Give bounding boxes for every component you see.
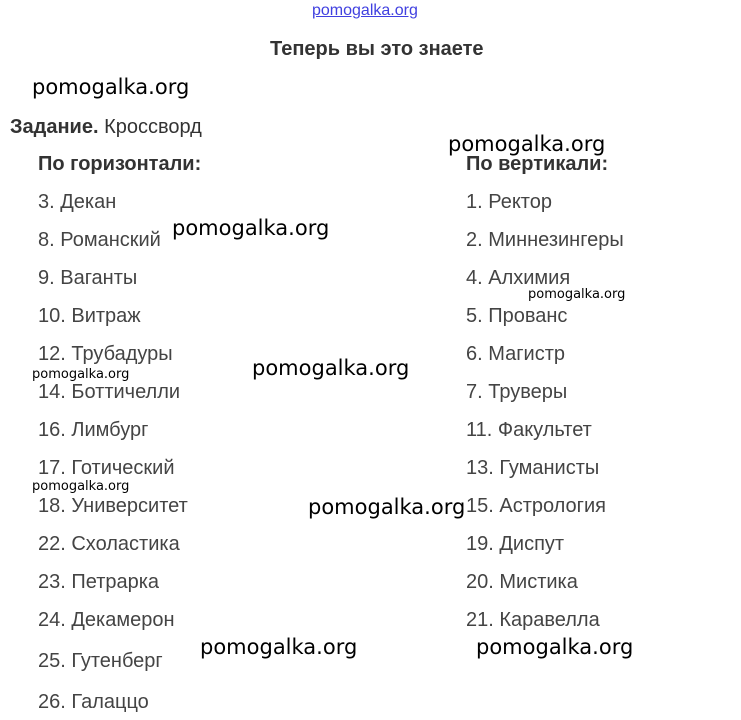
horizontal-answer: 3. Декан — [38, 191, 117, 213]
horizontal-answer: 17. Готический — [38, 457, 175, 479]
horizontal-answer: 16. Лимбург — [38, 419, 149, 441]
vertical-answer: 20. Мистика — [466, 571, 578, 593]
vertical-answer: 13. Гуманисты — [466, 457, 600, 479]
task-line — [10, 116, 202, 139]
horizontal-answer: 14. Боттичелли — [38, 381, 181, 403]
vertical-heading: По вертикали: — [466, 153, 609, 175]
horizontal-heading: По горизонтали: — [38, 153, 202, 175]
horizontal-answer: 24. Декамерон — [38, 609, 175, 631]
vertical-answer: 5. Прованс — [466, 305, 568, 327]
horizontal-answer: 23. Петрарка — [38, 571, 160, 593]
vertical-answer: 2. Миннезингеры — [466, 229, 624, 251]
vertical-answer: 11. Факультет — [466, 419, 592, 441]
vertical-answer: 1. Ректор — [466, 191, 552, 213]
watermark: pomogalka.org — [172, 216, 330, 240]
watermark: pomogalka.org — [32, 75, 190, 99]
horizontal-answer: 12. Трубадуры — [38, 343, 173, 365]
vertical-answer: 19. Диспут — [466, 533, 565, 555]
horizontal-answer: 18. Университет — [38, 495, 188, 517]
watermark: pomogalka.org — [476, 635, 634, 659]
vertical-answer: 6. Магистр — [466, 343, 565, 365]
task-text: Кроссворд — [104, 116, 202, 138]
task-label: Задание. — [10, 116, 99, 138]
watermark: pomogalka.org — [308, 495, 466, 519]
vertical-answer: 4. Алхимия — [466, 267, 571, 289]
horizontal-answer: 9. Ваганты — [38, 267, 138, 289]
page-title: Теперь вы это знаете — [270, 38, 484, 60]
watermark: pomogalka.org — [32, 367, 130, 382]
horizontal-answer: 10. Витраж — [38, 305, 141, 327]
watermark: pomogalka.org — [448, 132, 606, 156]
vertical-answer: 15. Астрология — [466, 495, 606, 517]
watermark: pomogalka.org — [252, 356, 410, 380]
watermark: pomogalka.org — [528, 287, 626, 302]
horizontal-answer: 22. Схоластика — [38, 533, 180, 555]
vertical-answer: 21. Каравелла — [466, 609, 600, 631]
horizontal-answer: 25. Гутенберг — [38, 650, 163, 672]
watermark: pomogalka.org — [200, 635, 358, 659]
watermark: pomogalka.org — [32, 479, 130, 494]
horizontal-answer: 8. Романский — [38, 229, 161, 251]
site-link[interactable]: pomogalka.org — [312, 2, 418, 19]
horizontal-answer: 26. Галаццо — [38, 691, 149, 713]
vertical-answer: 7. Труверы — [466, 381, 568, 403]
